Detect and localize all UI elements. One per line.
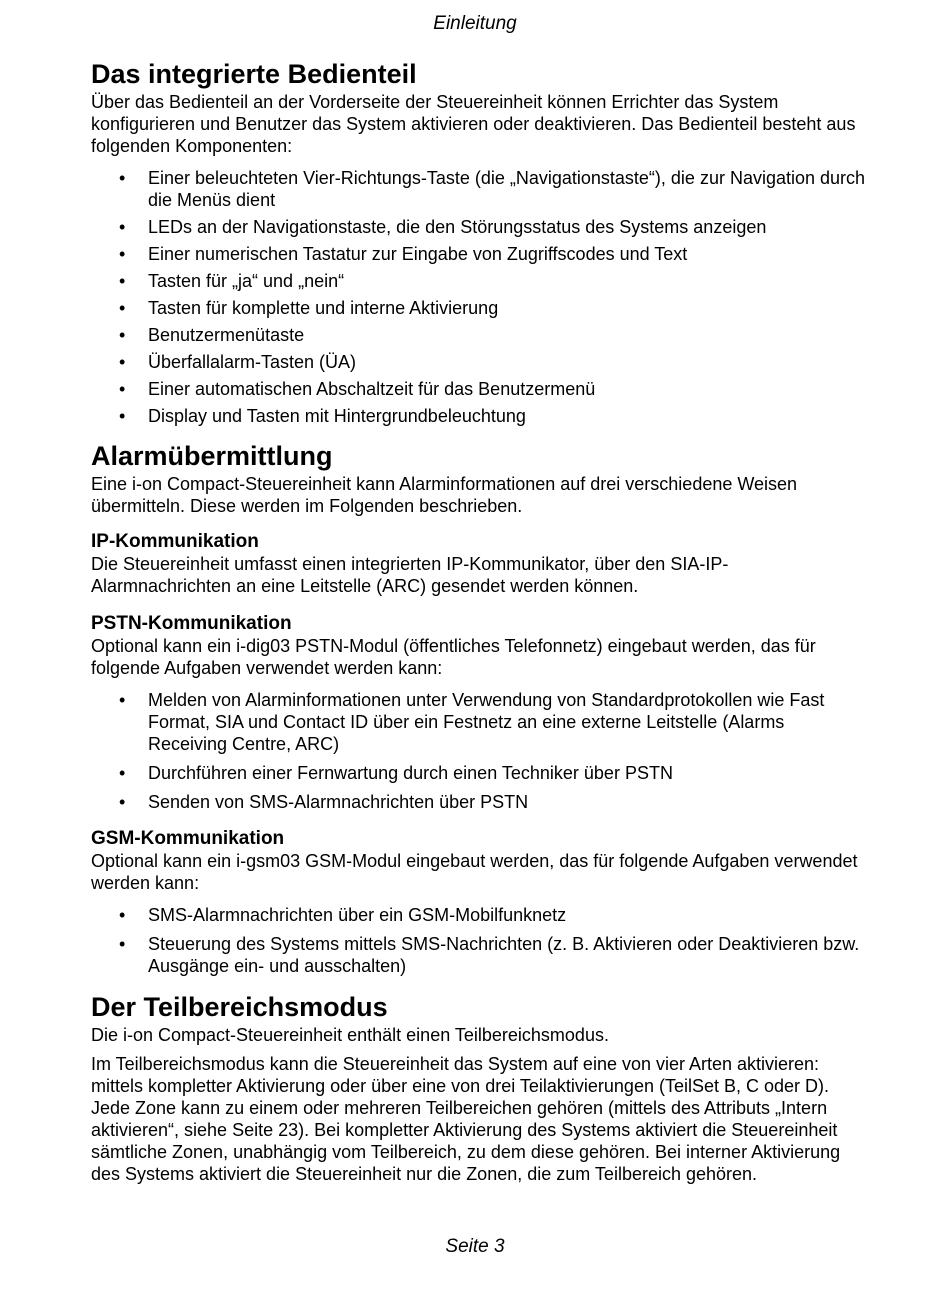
section-intro: Eine i-on Compact-Steuereinheit kann Alarminformationen auf drei verschiedene Weisen übermitteln. Diese werden im Folgenden beschrieben. [91,474,798,516]
list-item-text: Einer automatischen Abschaltzeit für das Benutzermenü [148,379,596,399]
list-item-text: Überfallalarm-Tasten (ÜA) [148,352,357,372]
bullet-icon: • [119,379,126,399]
section-paragraph: Im Teilbereichsmodus kann die Steuereinheit das System auf eine von vier Arten aktivieren: mittels kompletter Aktivierung oder über eine von drei Teilaktivierungen (TeilSet B, C oder D). Jede Zone kann zu einem oder mehreren Teilbereichen gehören (mittels des Attributs „Intern aktivieren“, siehe Seite 23). Bei kompletter Aktivierung des Systems aktiviert die Steuereinheit sämtliche Zonen, unabhängig vom Teilbereich, zu dem diese gehören. Bei interner Aktivierung des Systems aktiviert die Steuereinheit nur die Zonen, die zum Teilbereich gehören. [91,1054,841,1184]
subsection-heading: PSTN-Kommunikation [91,613,292,634]
list-item-text: SMS-Alarmnachrichten über ein GSM-Mobilfunknetz [148,905,567,925]
list-item-text: Senden von SMS-Alarmnachrichten über PSTN [148,792,529,812]
gsm-task-list [91,904,866,977]
section-heading: Das integrierte Bedienteil [91,59,417,89]
list-item [91,324,866,346]
list-item [91,933,866,977]
list-item-text: Einer beleuchteten Vier-Richtungs-Taste (die „Navigationstaste“), die zur Navigation durch die Menüs dient [148,168,866,210]
list-item-text: Melden von Alarminformationen unter Verwendung von Standardprotokollen wie Fast Format, SIA und Contact ID über ein Festnetz an eine externe Leitstelle (Alarms Receiving Centre, ARC) [148,690,825,754]
subsection-ip [91,531,866,597]
page-content [91,58,866,1185]
subsection-text: Optional kann ein i-dig03 PSTN-Modul (öffentliches Telefonnetz) eingebaut werden, das für folgende Aufgaben verwendet werden kann: [91,636,816,678]
section-paragraph: Die i-on Compact-Steuereinheit enthält einen Teilbereichsmodus. [91,1025,609,1045]
list-item [91,904,866,926]
list-item-text: Tasten für „ja“ und „nein“ [148,271,345,291]
bullet-icon: • [119,168,126,188]
bullet-icon: • [119,905,126,925]
section-intro: Über das Bedienteil an der Vorderseite der Steuereinheit können Errichter das System konfigurieren und Benutzer das System aktivieren oder deaktivieren. Das Bedienteil besteht aus folgenden Komponenten: [91,92,856,156]
section-heading: Der Teilbereichsmodus [91,992,388,1022]
bullet-icon: • [119,271,126,291]
subsection-text: Die Steuereinheit umfasst einen integrierten IP-Kommunikator, über den SIA-IP-Alarmnachrichten an eine Leitstelle (ARC) gesendet werden können. [91,554,729,596]
list-item [91,405,866,427]
list-item [91,791,866,813]
bullet-icon: • [119,763,126,783]
bullet-icon: • [119,792,126,812]
list-item-text: Durchführen einer Fernwartung durch einen Techniker über PSTN [148,763,673,783]
list-item-text: Tasten für komplette und interne Aktivierung [148,298,499,318]
list-item-text: Einer numerischen Tastatur zur Eingabe von Zugriffscodes und Text [148,244,688,264]
bullet-icon: • [119,406,126,426]
subsection-heading: IP-Kommunikation [91,531,259,552]
bullet-icon: • [119,690,126,710]
list-item [91,216,866,238]
section-heading: Alarmübermittlung [91,441,333,471]
section-alarmuebermittlung [91,440,866,977]
subsection-heading: GSM-Kommunikation [91,828,285,849]
subsection-gsm [91,828,866,977]
list-item [91,351,866,373]
list-item-text: LEDs an der Navigationstaste, die den Störungsstatus des Systems anzeigen [148,217,767,237]
bullet-icon: • [119,352,126,372]
list-item [91,167,866,211]
component-list [91,167,866,427]
subsection-pstn [91,613,866,813]
running-header: Einleitung [433,13,517,34]
subsection-text: Optional kann ein i-gsm03 GSM-Modul eingebaut werden, das für folgende Aufgaben verwendet werden kann: [91,851,858,893]
list-item [91,689,866,755]
list-item [91,243,866,265]
list-item-text: Display und Tasten mit Hintergrundbeleuchtung [148,406,526,426]
list-item [91,270,866,292]
section-bedienteil [91,58,866,427]
list-item-text: Steuerung des Systems mittels SMS-Nachrichten (z. B. Aktivieren oder Deaktivieren bzw. Ausgänge ein- und ausschalten) [148,934,860,976]
bullet-icon: • [119,217,126,237]
list-item [91,378,866,400]
bullet-icon: • [119,298,126,318]
bullet-icon: • [119,244,126,264]
section-teilbereichsmodus [91,991,866,1185]
bullet-icon: • [119,325,126,345]
bullet-icon: • [119,934,126,954]
pstn-task-list [91,689,866,813]
list-item [91,297,866,319]
list-item-text: Benutzermenütaste [148,325,305,345]
running-footer: Seite 3 [445,1236,505,1257]
list-item [91,762,866,784]
